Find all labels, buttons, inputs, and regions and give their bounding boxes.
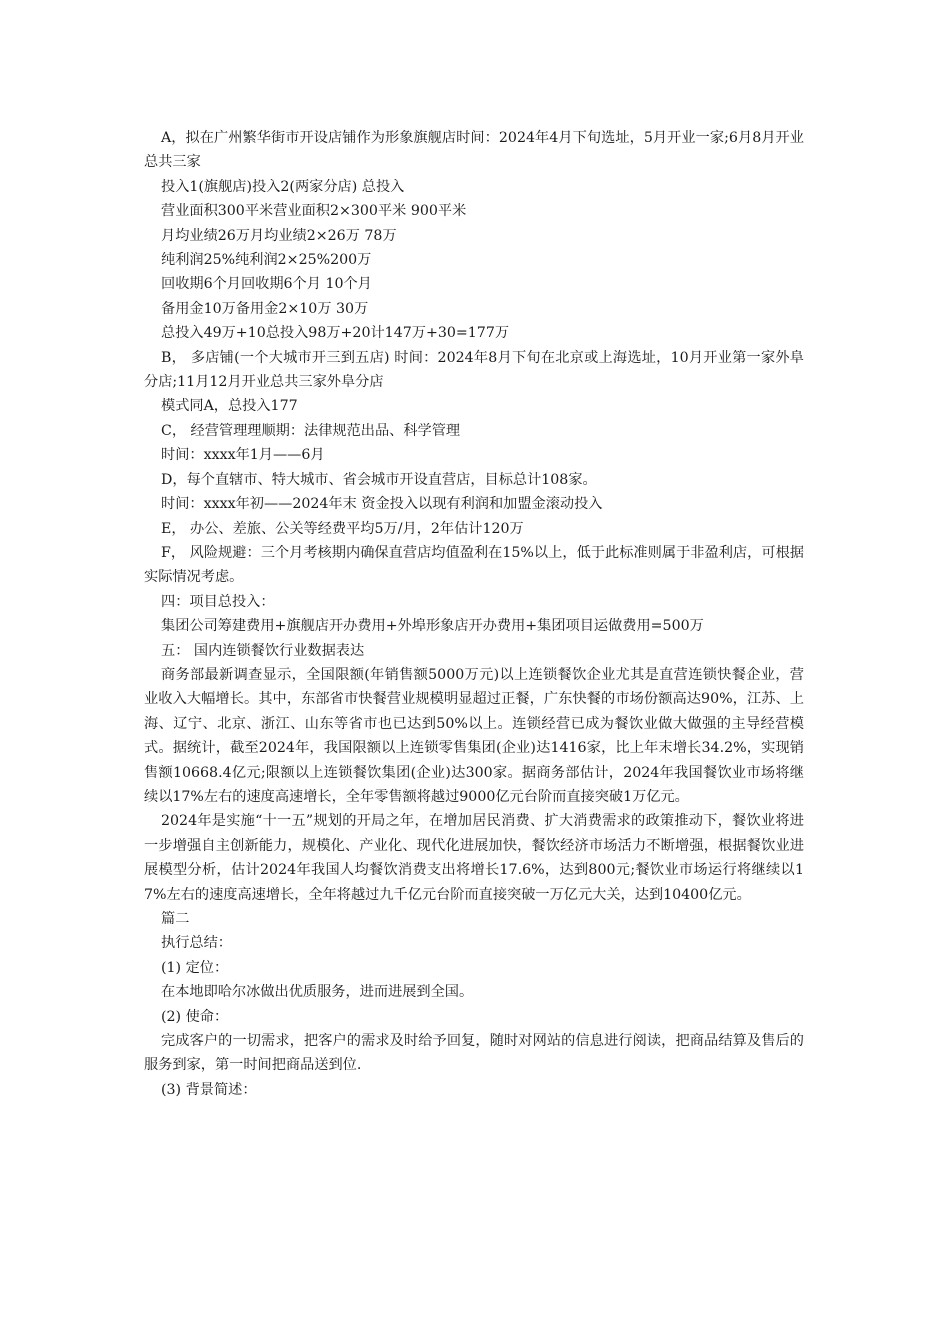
paragraph-reserve-fund: 备用金10万备用金2×10万 30万: [161, 300, 369, 317]
paragraph-plan-d: D，每个直辖市、特大城市、省会城市开设直营店，目标总计108家。: [161, 471, 597, 488]
section-heading-part-two: 篇二: [161, 911, 190, 927]
paragraph-plan-a: A，拟在广州繁华街市开设店铺作为形象旗舰店时间：2024年4月下旬选址，5月开业一家;6月8月开业总共三家: [144, 130, 804, 171]
section-heading-total-investment: 四：项目总投入：: [161, 593, 275, 610]
paragraph-payback-period: 回收期6个月回收期6个月 10个月: [161, 276, 372, 293]
section-heading-industry-data: 五： 国内连锁餐饮行业数据表达: [161, 642, 365, 659]
paragraph-business-area: 营业面积300平米营业面积2×300平米 900平米: [161, 203, 467, 220]
paragraph-monthly-sales: 月均业绩26万月均业绩2×26万 78万: [161, 227, 397, 244]
document-body: [144, 126, 804, 1102]
paragraph-net-profit: 纯利润25%纯利润2×25%200万: [161, 252, 372, 269]
paragraph-positioning: 在本地即哈尔冰做出优质服务，进而进展到全国。: [161, 984, 474, 1001]
subheading-background: (3) 背景简述：: [161, 1081, 257, 1098]
subheading-mission: (2) 使命：: [161, 1008, 229, 1025]
paragraph-plan-d-time: 时间：xxxx年初——2024年末 资金投入以现有利润和加盟金滚动投入: [161, 496, 603, 513]
paragraph-plan-e: E， 办公、差旅、公关等经费平均5万/月，2年估计120万: [161, 520, 524, 537]
paragraph-plan-c: C， 经营管理理顺期：法律规范出品、科学管理: [161, 422, 461, 439]
paragraph-industry-survey: 商务部最新调查显示，全国限额(年销售额5000万元)以上连锁餐饮企业尤其是直营连锁快餐企业，营业收入大幅增长。其中，东部省市快餐营业规模明显超过正餐，广东快餐的市场份额高达90%，江苏、上海、辽宁、北京、浙江、山东等省市也已达到50%以上。连锁经营已成为餐饮业做大做强的主导经营模式。据统计，截至2024年，我国限额以上连锁零售集团(企业)达1416家，比上年末增长34.2%，实现销售额10668.4亿元;限额以上连锁餐饮集团(企业)达300家。据商务部估计，2024年我国餐饮业市场将继续以17%左右的速度高速增长，全年零售额将越过9000亿元台阶而直接突破1万亿元。: [144, 666, 804, 805]
paragraph-mission: 完成客户的一切需求，把客户的需求及时给予回复，随时对网站的信息进行阅读，把商品结算及售后的服务到家，第一时间把商品送到位.: [144, 1033, 804, 1074]
paragraph-plan-b: B， 多店铺(一个大城市开三到五店) 时间：2024年8月下旬在北京或上海选址，10月开业第一家外阜分店;11月12月开业总共三家外阜分店: [144, 349, 804, 391]
paragraph-total-investment: 总投入49万+10总投入98万+20计147万+30=177万: [161, 325, 510, 342]
subheading-positioning: (1) 定位：: [161, 959, 229, 976]
paragraph-investment-header: 投入1(旗舰店)投入2(两家分店) 总投入: [161, 178, 405, 195]
paragraph-plan-c-time: 时间：xxxx年1月——6月: [161, 447, 325, 464]
section-heading-executive-summary: 执行总结：: [161, 935, 232, 952]
paragraph-industry-forecast: 2024年是实施“十一五”规划的开局之年，在增加居民消费、扩大消费需求的政策推动下，餐饮业将进一步增强自主创新能力，规模化、产业化、现代化进展加快，餐饮经济市场活力不断增强，根据餐饮业进展模型分析，估计2024年我国人均餐饮消费支出将增长17.6%，达到800元;餐饮业市场运行将继续以17%左右的速度高速增长，全年将越过九千亿元台阶而直接突破一万亿元大关，达到10400亿元。: [144, 813, 804, 903]
paragraph-plan-f: F， 风险规避：三个月考核期内确保直营店均值盈利在15%以上，低于此标准则属于非盈利店，可根据实际情况考虑。: [144, 544, 804, 586]
paragraph-total-investment-formula: 集团公司筹建费用+旗舰店开办费用+外埠形象店开办费用+集团项目运做费用=500万: [161, 618, 704, 635]
paragraph-plan-b-mode: 模式同A，总投入177: [161, 398, 298, 415]
